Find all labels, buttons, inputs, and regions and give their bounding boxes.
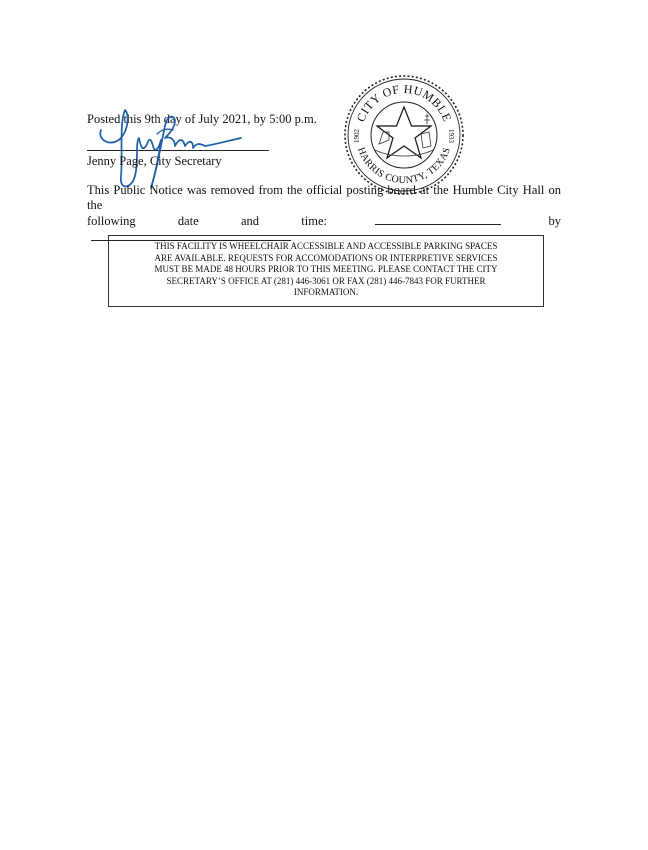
accessibility-line: MUST BE MADE 48 HOURS PRIOR TO THIS MEETING. PLEASE CONTACT THE CITY [154,264,498,274]
accessibility-line: THIS FACILITY IS WHEELCHAIR ACCESSIBLE AND ACCESSIBLE PARKING SPACES [154,241,498,251]
posted-date-text: Posted this 9th day of July 2021, by 5:00 p.m. [87,112,317,126]
star-icon [377,107,431,158]
accessibility-line: ARE AVAILABLE. REQUESTS FOR ACCOMODATIONS OR INTERPRETIVE SERVICES [154,252,498,263]
seal-left-year: 1902 [353,129,361,143]
city-seal [343,74,465,196]
svg-text:HARRIS COUNTY, TEXAS [355,146,453,186]
removal-notice-line1: This Public Notice was removed from the official posting board at the Humble City Hall on the [87,183,561,212]
date-time-blank [375,213,501,225]
accessibility-line: INFORMATION. [293,287,359,297]
seal-top-text: CITY OF HUMBLE [353,81,455,124]
removal-notice-by-label: by [548,214,561,228]
accessibility-line: SECRETARY’S OFFICE AT (281) 446-3061 OR FAX (281) 446-7843 FOR FURTHER [166,275,486,286]
secretary-name: Jenny Page, City Secretary [87,154,222,168]
seal-right-year: 1933 [447,129,455,143]
removal-notice-date-label: following date and time: [87,214,327,228]
seal-bottom-text: HARRIS COUNTY, TEXAS [355,145,453,187]
accessibility-notice-box [108,235,544,307]
